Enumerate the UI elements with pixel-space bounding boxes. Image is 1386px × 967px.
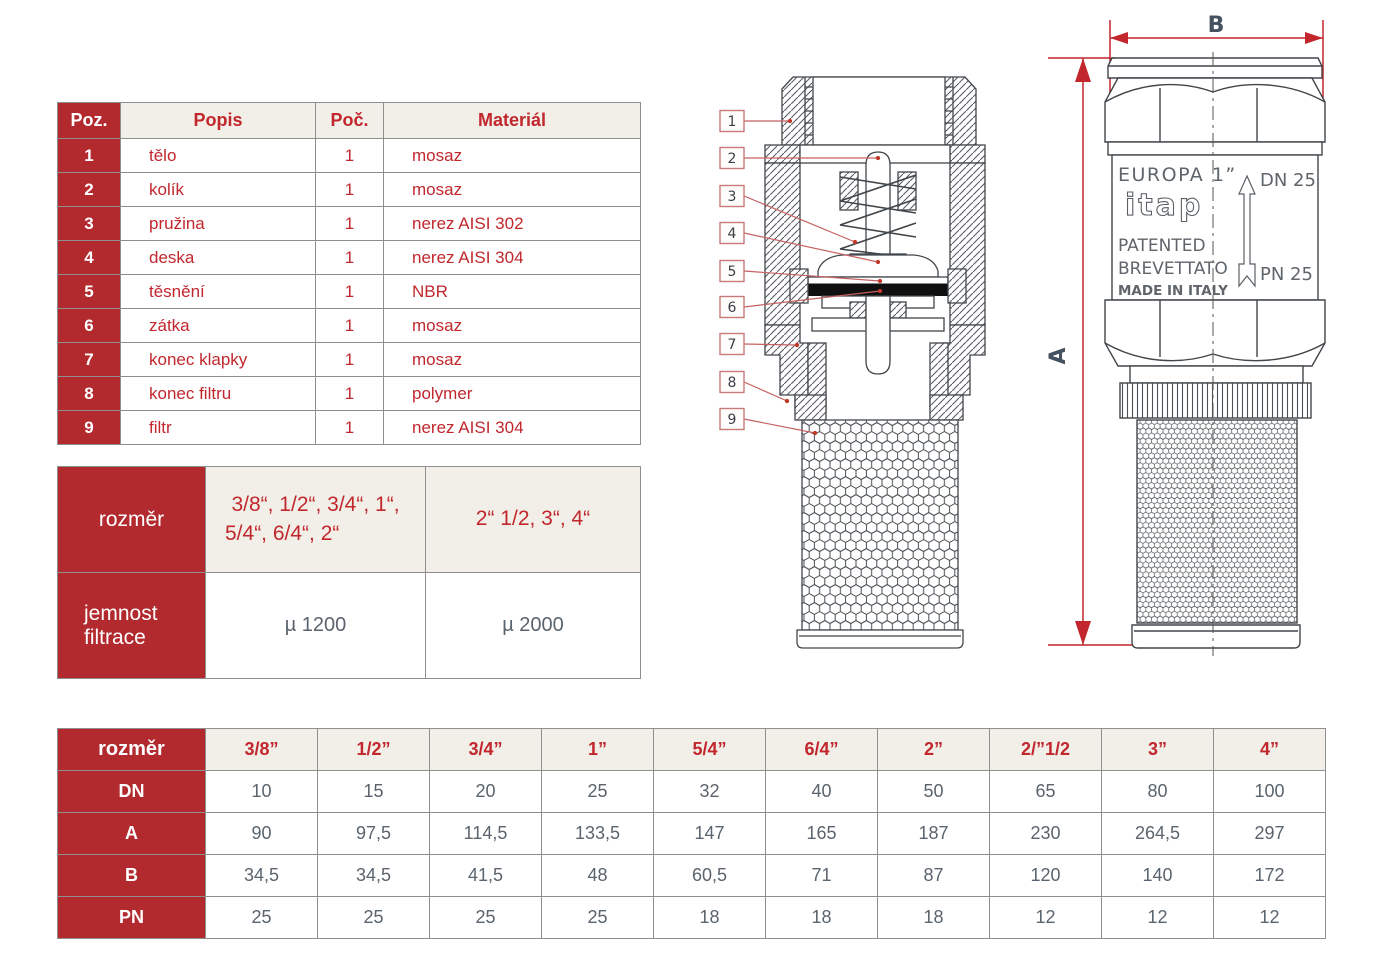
dimensions-corner: rozměr <box>58 729 206 771</box>
callout-9: 9 <box>727 412 737 428</box>
cell-value: 172 <box>1214 855 1326 897</box>
part-name: pružina <box>121 207 316 241</box>
filter-cap-external <box>1132 625 1300 648</box>
brevettato-text: BREVETTATO <box>1118 259 1228 279</box>
row-number: 2 <box>58 173 121 207</box>
made-in-italy-text: MADE IN ITALY <box>1118 283 1228 299</box>
part-material: nerez AISI 304 <box>384 241 641 275</box>
callout-4: 4 <box>727 226 737 242</box>
table-row <box>58 309 641 343</box>
callout-2: 2 <box>727 151 737 167</box>
size-group-1 <box>206 467 426 573</box>
filtration-label-line1: jemnost <box>84 601 158 625</box>
callout-6: 6 <box>727 300 737 316</box>
cell-value: 18 <box>766 897 878 939</box>
valve-external-body <box>1105 58 1325 648</box>
cell-value: 97,5 <box>318 813 430 855</box>
table-row <box>58 241 641 275</box>
arrowhead-b-right <box>1305 32 1323 44</box>
table-row <box>58 467 641 573</box>
row-number: 5 <box>58 275 121 309</box>
cell-value: 50 <box>878 771 990 813</box>
parts-table-header <box>58 103 641 139</box>
filter-cap <box>797 630 963 648</box>
cell-value: 15 <box>318 771 430 813</box>
neck-band-top <box>1108 142 1322 155</box>
table-row <box>58 275 641 309</box>
cell-value: 71 <box>766 855 878 897</box>
size-label: rozměr <box>58 467 206 573</box>
cell-value: 133,5 <box>542 813 654 855</box>
filtration-label <box>58 573 206 679</box>
size-header: 3/8” <box>206 729 318 771</box>
table-row <box>58 771 1326 813</box>
pn-rating: PN 25 <box>1260 264 1313 285</box>
size-header: 5/4” <box>654 729 766 771</box>
cell-value: 41,5 <box>430 855 542 897</box>
table-row <box>58 139 641 173</box>
part-name: těsnění <box>121 275 316 309</box>
part-name: konec filtru <box>121 377 316 411</box>
table-row <box>58 377 641 411</box>
part-material: mosaz <box>384 343 641 377</box>
filtration-table <box>57 466 641 679</box>
part-count: 1 <box>316 207 384 241</box>
callout-3: 3 <box>727 189 737 205</box>
row-number: 4 <box>58 241 121 275</box>
cell-value: 32 <box>654 771 766 813</box>
part-material: nerez AISI 302 <box>384 207 641 241</box>
part-material: nerez AISI 304 <box>384 411 641 445</box>
callout-8: 8 <box>727 375 737 391</box>
row-label-a: A <box>58 813 206 855</box>
cell-value: 147 <box>654 813 766 855</box>
cell-value: 25 <box>318 897 430 939</box>
dn-rating: DN 25 <box>1260 170 1316 191</box>
arrowhead-a-top <box>1075 58 1091 82</box>
patented-text: PATENTED <box>1118 236 1206 256</box>
size-header: 1/2” <box>318 729 430 771</box>
cell-value: 18 <box>654 897 766 939</box>
size-group-2: 2“ 1/2, 3“, 4“ <box>426 467 641 573</box>
filtration-value-2: µ 2000 <box>426 573 641 679</box>
table-row <box>58 173 641 207</box>
table-row <box>58 411 641 445</box>
part-count: 1 <box>316 343 384 377</box>
stem <box>866 296 890 374</box>
cell-value: 48 <box>542 855 654 897</box>
seal <box>808 284 948 296</box>
cell-value: 114,5 <box>430 813 542 855</box>
cell-value: 34,5 <box>206 855 318 897</box>
cell-value: 20 <box>430 771 542 813</box>
cross-section-drawing <box>700 55 1000 660</box>
header-poz: Poz. <box>58 103 121 139</box>
size-header: 2” <box>878 729 990 771</box>
filter-mesh-external <box>1137 420 1297 623</box>
cell-value: 297 <box>1214 813 1326 855</box>
cell-value: 264,5 <box>1102 813 1214 855</box>
cell-value: 12 <box>1102 897 1214 939</box>
table-row <box>58 573 641 679</box>
part-count: 1 <box>316 241 384 275</box>
callout-7: 7 <box>727 337 737 353</box>
part-name: deska <box>121 241 316 275</box>
size-header: 2/”1/2 <box>990 729 1102 771</box>
hex-nut-top <box>1105 78 1325 142</box>
top-cap <box>1108 58 1322 78</box>
row-number: 6 <box>58 309 121 343</box>
dimensions-table <box>57 728 1326 939</box>
dimensions-header-row <box>58 729 1326 771</box>
cell-value: 10 <box>206 771 318 813</box>
cell-value: 18 <box>878 897 990 939</box>
part-count: 1 <box>316 411 384 445</box>
cell-value: 165 <box>766 813 878 855</box>
table-row <box>58 813 1326 855</box>
dimension-a-label: A <box>1046 347 1071 365</box>
part-material: polymer <box>384 377 641 411</box>
neck-band-bottom <box>1130 366 1303 383</box>
header-material: Materiál <box>384 103 641 139</box>
part-name: filtr <box>121 411 316 445</box>
cell-value: 25 <box>542 897 654 939</box>
table-row <box>58 897 1326 939</box>
row-label-b: B <box>58 855 206 897</box>
row-label-dn: DN <box>58 771 206 813</box>
part-material: mosaz <box>384 139 641 173</box>
external-view-drawing <box>1040 8 1386 660</box>
filter-mesh <box>802 420 958 630</box>
part-count: 1 <box>316 309 384 343</box>
row-number: 9 <box>58 411 121 445</box>
cell-value: 25 <box>206 897 318 939</box>
part-material: mosaz <box>384 173 641 207</box>
filtration-value-1: µ 1200 <box>206 573 426 679</box>
size-header: 3” <box>1102 729 1214 771</box>
cell-value: 60,5 <box>654 855 766 897</box>
cell-value: 25 <box>542 771 654 813</box>
size-group-1-line1: 3/8“, 1/2“, 3/4“, 1“, <box>231 493 400 517</box>
size-group-1-line2: 5/4“, 6/4“, 2“ <box>225 521 340 545</box>
cell-value: 34,5 <box>318 855 430 897</box>
part-name: zátka <box>121 309 316 343</box>
cell-value: 87 <box>878 855 990 897</box>
valve-section-body <box>765 77 985 648</box>
part-count: 1 <box>316 139 384 173</box>
part-name: kolík <box>121 173 316 207</box>
size-header: 1” <box>542 729 654 771</box>
part-name: tělo <box>121 139 316 173</box>
itap-logo: itap <box>1125 188 1204 223</box>
table-row <box>58 207 641 241</box>
table-row <box>58 855 1326 897</box>
header-poc: Poč. <box>316 103 384 139</box>
cell-value: 12 <box>1214 897 1326 939</box>
callout-5: 5 <box>727 264 737 280</box>
part-count: 1 <box>316 275 384 309</box>
cell-value: 187 <box>878 813 990 855</box>
cell-value: 120 <box>990 855 1102 897</box>
header-popis: Popis <box>121 103 316 139</box>
arrowhead-b-left <box>1110 32 1128 44</box>
cell-value: 230 <box>990 813 1102 855</box>
cell-value: 90 <box>206 813 318 855</box>
cell-value: 80 <box>1102 771 1214 813</box>
table-row <box>58 343 641 377</box>
cell-value: 65 <box>990 771 1102 813</box>
cell-value: 100 <box>1214 771 1326 813</box>
leader-4 <box>744 233 878 262</box>
filtration-label-line2: filtrace <box>84 625 146 649</box>
part-name: konec klapky <box>121 343 316 377</box>
parts-table <box>57 102 641 445</box>
size-header: 3/4” <box>430 729 542 771</box>
cell-value: 12 <box>990 897 1102 939</box>
part-material: mosaz <box>384 309 641 343</box>
arrowhead-a-bottom <box>1075 621 1091 645</box>
row-number: 8 <box>58 377 121 411</box>
row-number: 7 <box>58 343 121 377</box>
size-header: 4” <box>1214 729 1326 771</box>
thread-opening <box>813 77 945 145</box>
part-count: 1 <box>316 377 384 411</box>
callout-1: 1 <box>727 114 737 130</box>
part-count: 1 <box>316 173 384 207</box>
part-material: NBR <box>384 275 641 309</box>
size-header: 6/4” <box>766 729 878 771</box>
cell-value: 40 <box>766 771 878 813</box>
dimension-b-label: B <box>1207 13 1225 38</box>
cell-value: 140 <box>1102 855 1214 897</box>
brand-text: EUROPA 1” <box>1118 164 1237 186</box>
row-label-pn: PN <box>58 897 206 939</box>
cell-value: 25 <box>430 897 542 939</box>
knurled-ring <box>1120 383 1311 418</box>
row-number: 3 <box>58 207 121 241</box>
row-number: 1 <box>58 139 121 173</box>
disc <box>818 255 938 277</box>
